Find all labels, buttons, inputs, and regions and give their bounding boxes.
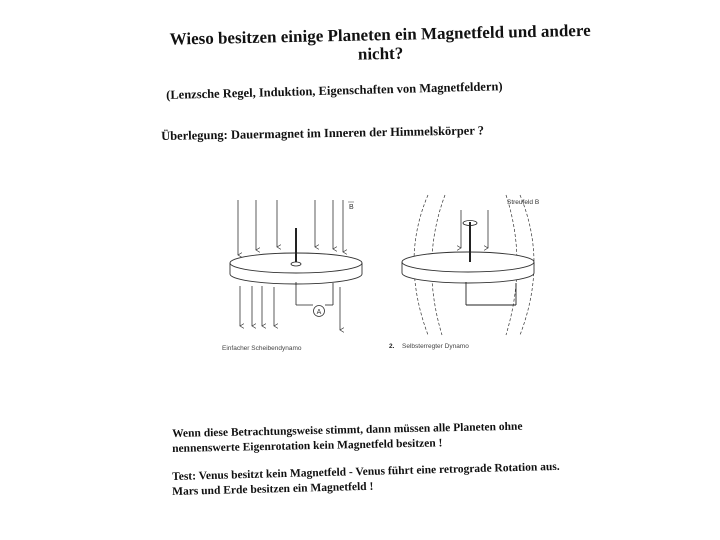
left-b-label: B: [349, 204, 354, 211]
ammeter: [314, 306, 325, 317]
conclusion-line-2: nennenswerte Eigenrotation kein Magnetfeld besitzen !: [172, 437, 443, 455]
ammeter-label: A: [316, 309, 322, 316]
caption-left: Einfacher Scheibendynamo: [222, 345, 302, 352]
test-line-2: Mars und Erde besitzen ein Magnetfeld !: [172, 480, 374, 498]
conclusion-line-1: Wenn diese Betrachtungsweise stimmt, dann müssen alle Planeten ohne: [172, 420, 523, 440]
test-line-1: Test: Venus besitzt kein Magnetfeld - Venus führt eine retrograde Rotation aus.: [172, 460, 560, 483]
caption-right: Selbsterregter Dynamo: [402, 343, 469, 350]
subtitle-text: (Lenzsche Regel, Induktion, Eigenschaften von Magnetfeldern): [166, 79, 503, 102]
right-disc: [402, 252, 534, 283]
title-line-1: Wieso besitzen einige Planeten ein Magnetfeld und andere: [169, 20, 591, 49]
consideration-text: Überlegung: Dauermagnet im Inneren der Himmelskörper ?: [161, 123, 485, 143]
streufeld-label: Streufeld B: [507, 199, 540, 206]
caption-right-number: 2.: [389, 343, 395, 350]
title-line-2: nicht?: [357, 43, 404, 64]
